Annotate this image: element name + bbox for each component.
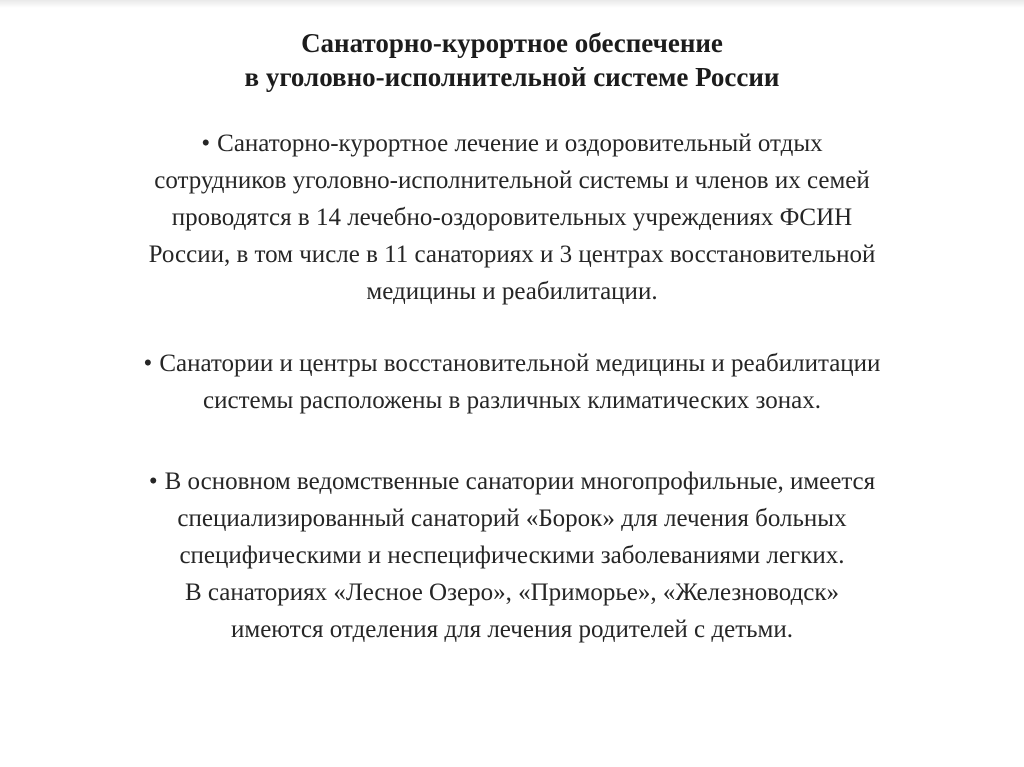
bullet-1-line-2: сотрудников уголовно-исполнительной системы и членов их семей <box>154 167 870 194</box>
bullet-3-line-3: специфическими и неспецифическими заболеваниями легких. <box>179 542 845 569</box>
bullet-item-2 <box>40 345 984 419</box>
title-line-2: в уголовно-исполнительной системе России <box>244 62 780 92</box>
bullet-3-line-1: • В основном ведомственные санатории многопрофильные, имеется <box>40 463 984 500</box>
bullet-1-line-1: • Санаторно-курортное лечение и оздоровительный отдых <box>40 125 984 162</box>
bullet-marker: • <box>201 130 211 157</box>
bullet-2-line-1: • Санатории и центры восстановительной медицины и реабилитации <box>40 345 984 382</box>
bullet-marker: • <box>143 350 153 377</box>
bullet-3-line-5: имеются отделения для лечения родителей с детьми. <box>231 616 793 643</box>
bullet-item-1 <box>40 125 984 310</box>
bullet-marker: • <box>148 468 158 495</box>
bullet-item-3 <box>40 463 984 648</box>
bullet-3-line-4: В санаториях «Лесное Озеро», «Приморье», «Железноводск» <box>184 579 840 606</box>
title-line-1: Санаторно-курортное обеспечение <box>301 28 723 58</box>
bullet-3-line-2: специализированный санаторий «Борок» для лечения больных <box>177 505 847 532</box>
bullet-2-line-2: системы расположены в различных климатических зонах. <box>203 387 821 414</box>
bullet-1-line-5: медицины и реабилитации. <box>366 278 658 305</box>
bullet-1-line-3: проводятся в 14 лечебно-оздоровительных учреждениях ФСИН <box>171 204 853 231</box>
bullet-1-line-4: России, в том числе в 11 санаториях и 3 центрах восстановительной <box>148 241 876 268</box>
